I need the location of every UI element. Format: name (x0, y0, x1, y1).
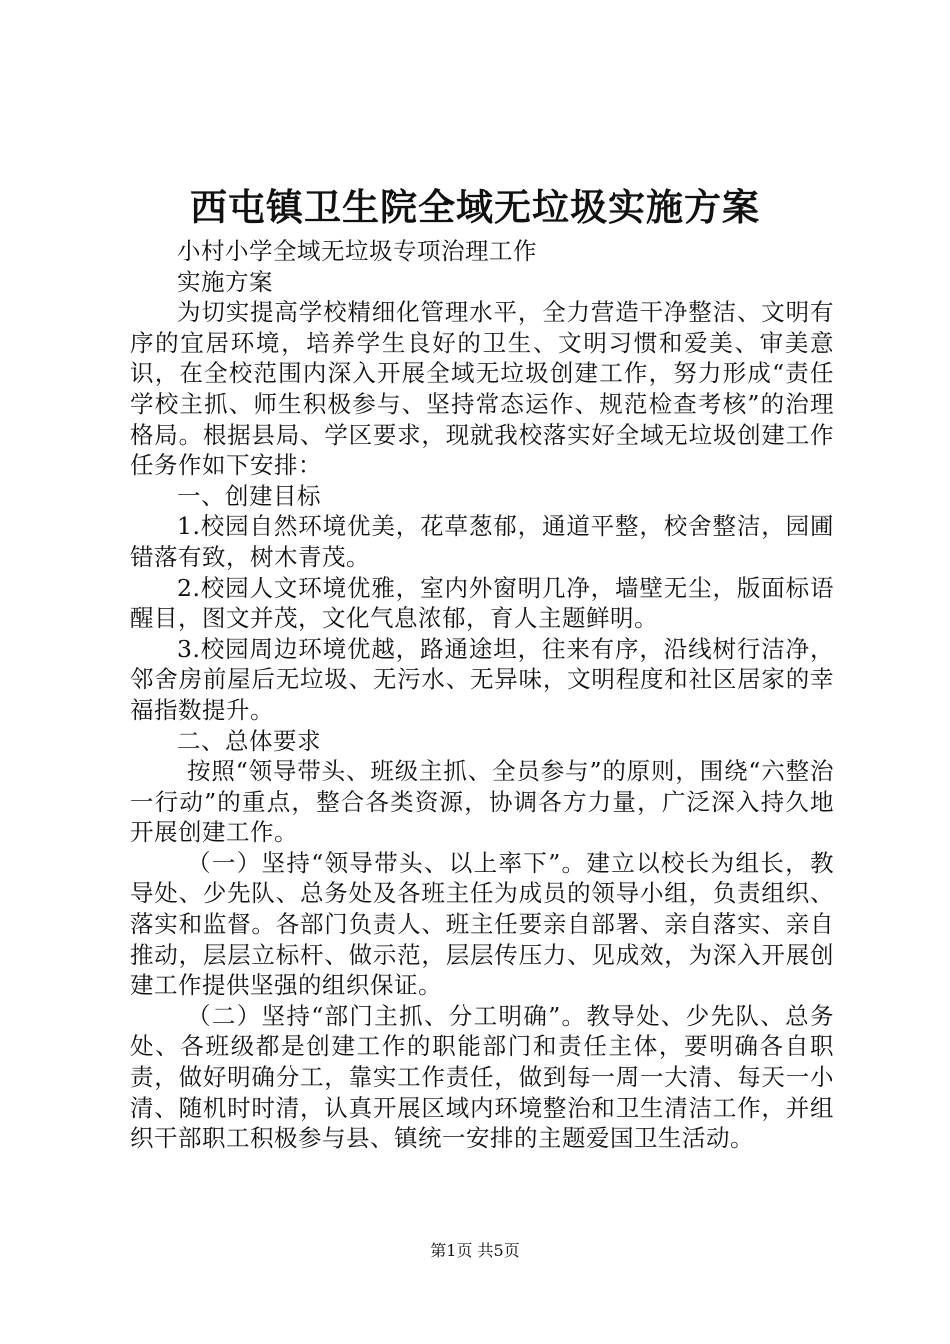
document-body (130, 236, 834, 1154)
document-title: 西屯镇卫生院全域无垃圾实施方案 (190, 186, 760, 229)
paragraph: （二）坚持“部门主抓、分工明确”。教导处、少先队、总务处、各班级都是创建工作的职能部门和责任主体，要明确各自职责，做好明确分工，靠实工作责任，做到每一周一大清、每天一小清、随机时时清，认真开展区域内环境整治和卫生清洁工作，并组织干部职工积极参与县、镇统一安排的主题爱国卫生活动。 (130, 1001, 834, 1153)
paragraph: 实施方案 (177, 267, 273, 296)
section-heading: 二、总体要求 (177, 726, 321, 755)
paragraph: 3.校园周边环境优越，路通途坦，往来有序，沿线树行洁净，邻舍房前屋后无垃圾、无污水、无异味，文明程度和社区居家的幸福指数提升。 (130, 634, 834, 724)
paragraph: （一）坚持“领导带头、以上率下”。建立以校长为组长，教导处、少先队、总务处及各班主任为成员的领导小组，负责组织、落实和监督。各部门负责人、班主任要亲自部署、亲自落实、亲自推动，层层立标杆、做示范，层层传压力、见成效，为深入开展创建工作提供坚强的组织保证。 (130, 848, 834, 1000)
page-footer: 第1页 共5页 (430, 1241, 520, 1260)
paragraph: 1.校园自然环境优美，花草葱郁，通道平整，校舍整洁，园圃错落有致，树木青茂。 (130, 512, 834, 571)
paragraph: 小村小学全域无垃圾专项治理工作 (177, 237, 537, 265)
paragraph: 为切实提高学校精细化管理水平，全力营造干净整洁、文明有序的宜居环境，培养学生良好的卫生、文明习惯和爱美、审美意识，在全校范围内深入开展全域无垃圾创建工作，努力形成“责任学校主抓、师生积极参与、坚持常态运作、规范检查考核”的治理格局。根据县局、学区要求，现就我校落实好全域无垃圾创建工作任务作如下安排： (130, 298, 834, 480)
paragraph: 按照“领导带头、班级主抓、全员参与”的原则，围绕“六整治一行动”的重点，整合各类资源，协调各方力量，广泛深入持久地开展创建工作。 (130, 757, 834, 847)
paragraph: 2.校园人文环境优雅，室内外窗明几净，墙壁无尘，版面标语醒目，图文并茂，文化气息浓郁，育人主题鲜明。 (130, 573, 834, 633)
section-heading: 一、创建目标 (177, 481, 321, 510)
